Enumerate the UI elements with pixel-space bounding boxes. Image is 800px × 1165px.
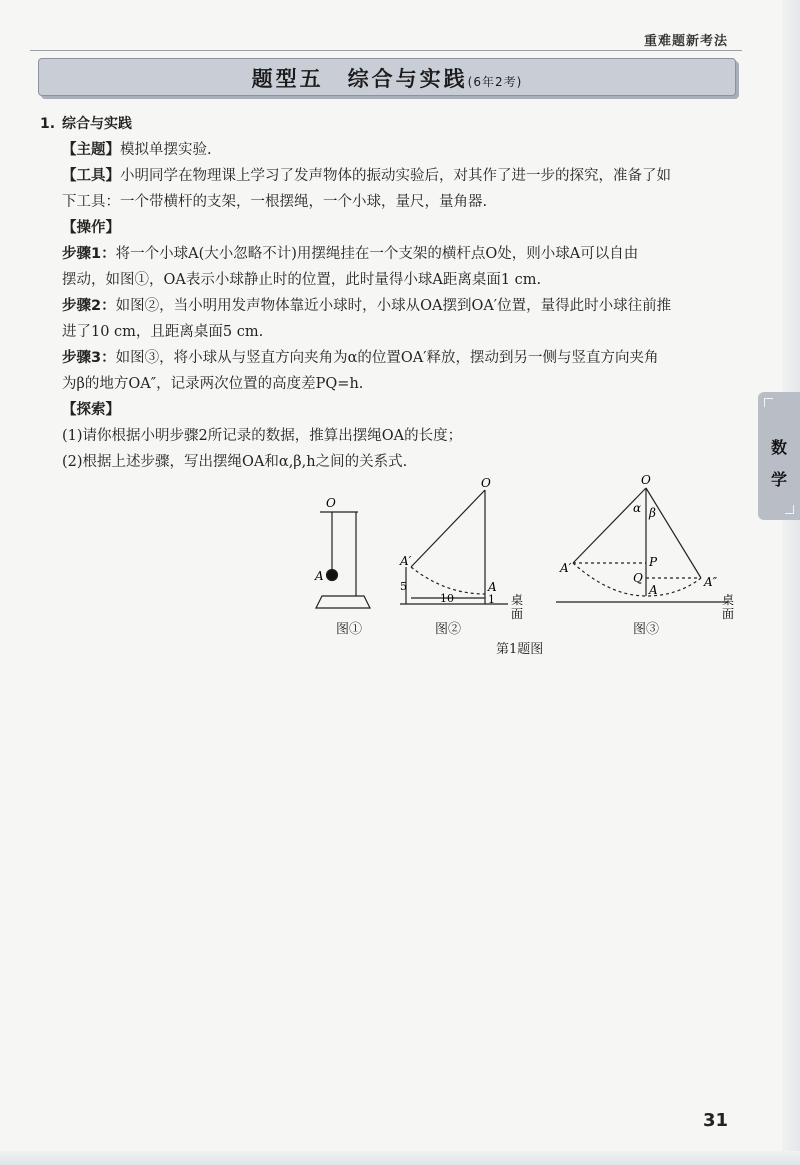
fig3-label-a-double: A″ xyxy=(704,575,718,589)
fig3-caption: 图③ xyxy=(633,622,660,637)
fig3-string-left xyxy=(573,488,646,563)
question-title: 综合与实践 xyxy=(62,116,132,132)
fig3-label-alpha: α xyxy=(633,501,642,515)
theme-text: 模拟单摆实验. xyxy=(120,142,212,158)
step1-text: 将一个小球A(大小忽略不计)用摆绳挂在一个支架的横杆点O处，则小球A可以自由 xyxy=(115,246,639,262)
fig2-caption: 图② xyxy=(435,622,462,637)
fig3-label-beta: β xyxy=(649,506,656,520)
banner-title-text: 题型五 综合与实践 xyxy=(251,67,468,91)
figure-1 xyxy=(316,512,370,608)
fig3-label-p: P xyxy=(649,555,658,569)
subject-label: 数学 xyxy=(770,438,787,489)
fig1-ball xyxy=(327,570,338,581)
fig2-dim-1: 1 xyxy=(488,593,495,606)
fig2-label-a-prime: A′ xyxy=(400,554,412,568)
tools-line-2: 下工具：一个带横杆的支架，一根摆绳，一个小球，量尺，量角器. xyxy=(62,194,488,210)
fig2-arc xyxy=(411,567,485,594)
fig1-label-o: O xyxy=(326,496,336,510)
banner-subtitle: (6年2考) xyxy=(467,75,523,89)
ask-2: (2)根据上述步骤，写出摆绳OA和α,β,h之间的关系式. xyxy=(62,454,408,470)
desk-label-char: 面 xyxy=(722,607,735,621)
running-head: 重难题新考法 xyxy=(643,34,728,49)
step1-line-2: 摆动，如图①，OA表示小球静止时的位置，此时量得小球A距离桌面1 cm. xyxy=(62,272,542,288)
fig1-label-a: A xyxy=(315,569,324,583)
tools-label: 【工具】 xyxy=(62,168,120,184)
operations-label: 【操作】 xyxy=(62,220,120,236)
fig2-label-a: A xyxy=(488,580,497,594)
figure-group-caption: 第1题图 xyxy=(496,642,544,657)
page-number: 31 xyxy=(702,1110,728,1131)
fig3-label-a-prime: A′ xyxy=(560,561,572,575)
step3-label: 步骤3： xyxy=(62,350,116,366)
fig1-caption: 图① xyxy=(336,622,363,637)
fig3-label-q: Q xyxy=(633,571,643,585)
desk-label-char: 面 xyxy=(511,607,524,621)
fig3-label-a: A xyxy=(649,583,658,597)
fig1-base xyxy=(316,596,370,608)
step3-line-2: 为β的地方OA″，记录两次位置的高度差PQ=h. xyxy=(62,376,364,392)
fig2-desk-text: 桌 xyxy=(511,593,524,607)
fig2-dim-10: 10 xyxy=(440,592,454,605)
fig2-swing-string xyxy=(411,490,485,567)
step3-text: 如图③，将小球从与竖直方向夹角为α的位置OA′释放，摆动到另一侧与竖直方向夹角 xyxy=(115,350,659,366)
fig3-desk-text: 桌 xyxy=(722,593,735,607)
ask-1: (1)请你根据小明步骤2所记录的数据，推算出摆绳OA的长度； xyxy=(62,428,463,444)
tools-text: 小明同学在物理课上学习了发声物体的振动实验后，对其作了进一步的探究，准备了如 xyxy=(120,168,671,184)
fig2-label-o: O xyxy=(481,476,491,490)
fig2-desk-label xyxy=(511,592,523,621)
fig2-dim-5: 5 xyxy=(400,580,407,593)
step2-text: 如图②，当小明用发声物体靠近小球时，小球从OA摆到OA′位置，量得此时小球往前推 xyxy=(115,298,672,314)
question-number: 1. xyxy=(40,116,56,132)
fig3-desk-label xyxy=(722,592,734,621)
step2-label: 步骤2： xyxy=(62,298,116,314)
fig3-label-o: O xyxy=(641,473,651,487)
step2-line-2: 进了10 cm，且距离桌面5 cm. xyxy=(62,324,264,340)
theme-label: 【主题】 xyxy=(62,142,120,158)
explore-label: 【探索】 xyxy=(62,402,120,418)
step1-label: 步骤1： xyxy=(62,246,116,262)
